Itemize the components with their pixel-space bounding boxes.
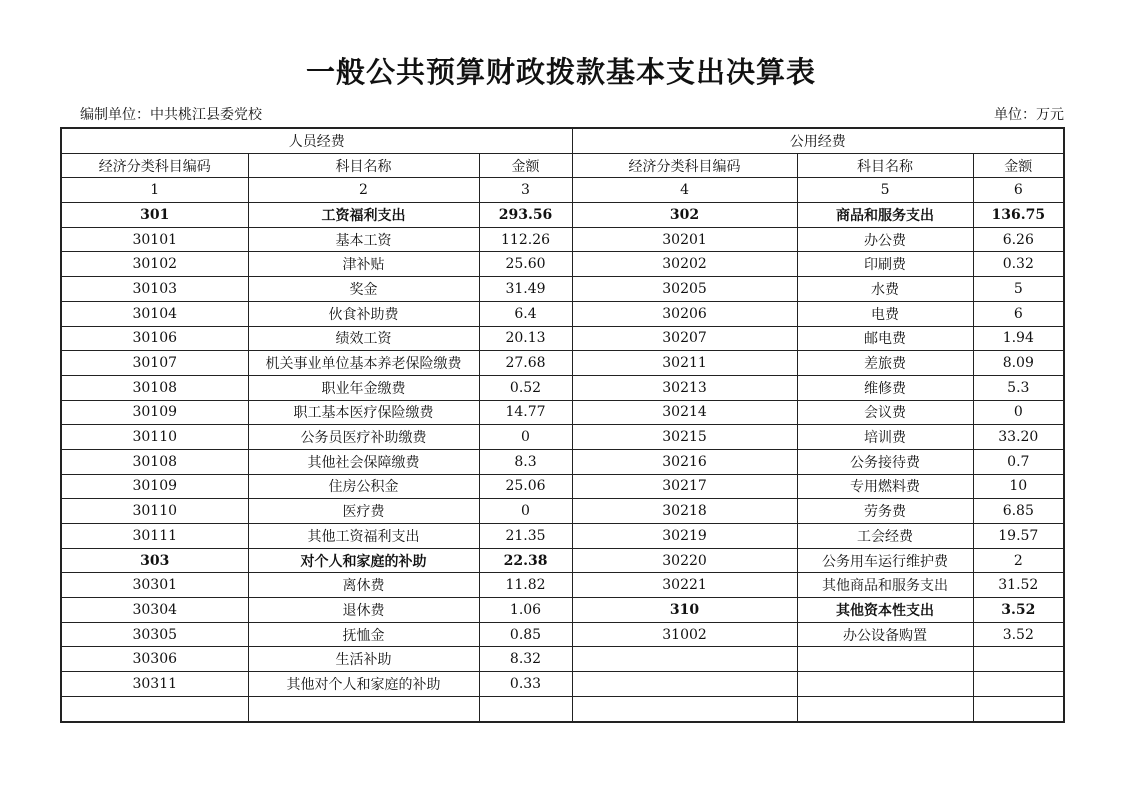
personnel-amount-cell: 31.49 — [479, 277, 572, 302]
public-name-cell — [797, 647, 973, 672]
personnel-name-cell: 津补贴 — [248, 252, 479, 277]
personnel-code-cell: 30101 — [61, 227, 248, 252]
expenditure-table — [60, 127, 1065, 723]
personnel-amount-cell: 6.4 — [479, 301, 572, 326]
personnel-code-cell: 30301 — [61, 573, 248, 598]
public-name-cell: 工会经费 — [797, 524, 973, 549]
personnel-name-cell: 机关事业单位基本养老保险缴费 — [248, 351, 479, 376]
col-number: 2 — [248, 178, 479, 203]
personnel-name-cell: 奖金 — [248, 277, 479, 302]
public-name-cell: 差旅费 — [797, 351, 973, 376]
col-header-name: 科目名称 — [797, 153, 973, 178]
public-code-cell: 30206 — [572, 301, 797, 326]
public-amount-cell: 6 — [973, 301, 1064, 326]
personnel-amount-cell: 8.3 — [479, 449, 572, 474]
public-code-cell: 30214 — [572, 400, 797, 425]
personnel-amount-cell: 0.33 — [479, 672, 572, 697]
public-name-cell: 专用燃料费 — [797, 474, 973, 499]
public-amount-cell: 5.3 — [973, 375, 1064, 400]
personnel-name-cell — [248, 696, 479, 721]
personnel-name-cell: 对个人和家庭的补助 — [248, 548, 479, 573]
personnel-name-cell: 医疗费 — [248, 499, 479, 524]
col-number: 5 — [797, 178, 973, 203]
section-header-row — [61, 128, 1064, 153]
public-code-cell: 30207 — [572, 326, 797, 351]
personnel-amount-cell: 8.32 — [479, 647, 572, 672]
public-amount-cell: 6.26 — [973, 227, 1064, 252]
public-name-cell: 电费 — [797, 301, 973, 326]
personnel-name-cell: 其他工资福利支出 — [248, 524, 479, 549]
personnel-code-cell: 30104 — [61, 301, 248, 326]
section-public: 公用经费 — [572, 128, 1064, 153]
personnel-code-cell: 30110 — [61, 425, 248, 450]
public-amount-cell: 3.52 — [973, 598, 1064, 623]
public-amount-cell: 6.85 — [973, 499, 1064, 524]
table-row — [61, 696, 1064, 721]
personnel-code-cell: 30107 — [61, 351, 248, 376]
public-amount-cell: 0 — [973, 400, 1064, 425]
personnel-amount-cell: 0.85 — [479, 622, 572, 647]
personnel-amount-cell: 11.82 — [479, 573, 572, 598]
table-row — [61, 326, 1064, 351]
table-row — [61, 425, 1064, 450]
personnel-name-cell: 住房公积金 — [248, 474, 479, 499]
public-name-cell: 邮电费 — [797, 326, 973, 351]
public-code-cell: 30205 — [572, 277, 797, 302]
public-code-cell: 30221 — [572, 573, 797, 598]
public-amount-cell: 136.75 — [973, 203, 1064, 228]
table-row — [61, 524, 1064, 549]
public-amount-cell — [973, 647, 1064, 672]
personnel-name-cell: 职工基本医疗保险缴费 — [248, 400, 479, 425]
table-row — [61, 672, 1064, 697]
public-name-cell: 水费 — [797, 277, 973, 302]
personnel-amount-cell: 20.13 — [479, 326, 572, 351]
public-amount-cell: 1.94 — [973, 326, 1064, 351]
personnel-code-cell: 303 — [61, 548, 248, 573]
personnel-code-cell: 30305 — [61, 622, 248, 647]
personnel-amount-cell: 25.60 — [479, 252, 572, 277]
table-row — [61, 573, 1064, 598]
personnel-code-cell: 30111 — [61, 524, 248, 549]
personnel-code-cell: 30102 — [61, 252, 248, 277]
column-header-row — [61, 153, 1064, 178]
public-code-cell — [572, 647, 797, 672]
public-amount-cell — [973, 696, 1064, 721]
personnel-name-cell: 职业年金缴费 — [248, 375, 479, 400]
table-row — [61, 449, 1064, 474]
table-row — [61, 622, 1064, 647]
personnel-amount-cell: 293.56 — [479, 203, 572, 228]
personnel-amount-cell: 22.38 — [479, 548, 572, 573]
public-code-cell — [572, 696, 797, 721]
col-number: 6 — [973, 178, 1064, 203]
personnel-name-cell: 伙食补助费 — [248, 301, 479, 326]
public-name-cell — [797, 672, 973, 697]
personnel-amount-cell — [479, 696, 572, 721]
public-code-cell: 30213 — [572, 375, 797, 400]
table-row — [61, 400, 1064, 425]
public-amount-cell: 10 — [973, 474, 1064, 499]
personnel-code-cell: 30108 — [61, 375, 248, 400]
table-row — [61, 351, 1064, 376]
personnel-code-cell: 301 — [61, 203, 248, 228]
personnel-code-cell: 30108 — [61, 449, 248, 474]
personnel-amount-cell: 0.52 — [479, 375, 572, 400]
personnel-code-cell: 30103 — [61, 277, 248, 302]
table-row — [61, 227, 1064, 252]
section-personnel: 人员经费 — [61, 128, 572, 153]
personnel-amount-cell: 25.06 — [479, 474, 572, 499]
public-code-cell: 30216 — [572, 449, 797, 474]
public-amount-cell: 3.52 — [973, 622, 1064, 647]
public-name-cell: 办公费 — [797, 227, 973, 252]
personnel-name-cell: 工资福利支出 — [248, 203, 479, 228]
public-name-cell: 公务用车运行维护费 — [797, 548, 973, 573]
personnel-amount-cell: 27.68 — [479, 351, 572, 376]
public-code-cell: 30201 — [572, 227, 797, 252]
col-number: 1 — [61, 178, 248, 203]
reporting-unit: 编制单位：中共桃江县委党校 — [80, 107, 262, 123]
public-amount-cell: 0.7 — [973, 449, 1064, 474]
personnel-amount-cell: 14.77 — [479, 400, 572, 425]
personnel-amount-cell: 112.26 — [479, 227, 572, 252]
table-row — [61, 203, 1064, 228]
personnel-code-cell: 30106 — [61, 326, 248, 351]
public-name-cell: 会议费 — [797, 400, 973, 425]
personnel-amount-cell: 1.06 — [479, 598, 572, 623]
public-amount-cell: 5 — [973, 277, 1064, 302]
public-code-cell: 30202 — [572, 252, 797, 277]
personnel-name-cell: 基本工资 — [248, 227, 479, 252]
public-code-cell: 31002 — [572, 622, 797, 647]
table-row — [61, 598, 1064, 623]
personnel-amount-cell: 0 — [479, 425, 572, 450]
public-code-cell: 30218 — [572, 499, 797, 524]
personnel-name-cell: 公务员医疗补助缴费 — [248, 425, 479, 450]
public-code-cell: 30217 — [572, 474, 797, 499]
personnel-code-cell: 30110 — [61, 499, 248, 524]
col-number: 4 — [572, 178, 797, 203]
personnel-amount-cell: 0 — [479, 499, 572, 524]
money-unit: 单位：万元 — [994, 107, 1064, 123]
personnel-code-cell — [61, 696, 248, 721]
col-header-code: 经济分类科目编码 — [61, 153, 248, 178]
table-row — [61, 474, 1064, 499]
public-name-cell: 其他资本性支出 — [797, 598, 973, 623]
public-code-cell — [572, 672, 797, 697]
personnel-name-cell: 生活补助 — [248, 647, 479, 672]
personnel-name-cell: 其他对个人和家庭的补助 — [248, 672, 479, 697]
public-amount-cell: 31.52 — [973, 573, 1064, 598]
public-code-cell: 30215 — [572, 425, 797, 450]
public-name-cell: 维修费 — [797, 375, 973, 400]
public-name-cell: 其他商品和服务支出 — [797, 573, 973, 598]
col-header-amount: 金额 — [479, 153, 572, 178]
public-name-cell: 印刷费 — [797, 252, 973, 277]
public-name-cell: 劳务费 — [797, 499, 973, 524]
table-row — [61, 252, 1064, 277]
table-row — [61, 499, 1064, 524]
personnel-name-cell: 退休费 — [248, 598, 479, 623]
table-row — [61, 277, 1064, 302]
personnel-code-cell: 30311 — [61, 672, 248, 697]
personnel-code-cell: 30109 — [61, 400, 248, 425]
public-code-cell: 30219 — [572, 524, 797, 549]
table-row — [61, 548, 1064, 573]
table-row — [61, 375, 1064, 400]
public-amount-cell: 2 — [973, 548, 1064, 573]
table-row — [61, 647, 1064, 672]
public-name-cell: 培训费 — [797, 425, 973, 450]
personnel-name-cell: 其他社会保障缴费 — [248, 449, 479, 474]
public-amount-cell: 0.32 — [973, 252, 1064, 277]
table-row — [61, 301, 1064, 326]
public-name-cell — [797, 696, 973, 721]
public-amount-cell — [973, 672, 1064, 697]
public-amount-cell: 8.09 — [973, 351, 1064, 376]
col-number: 3 — [479, 178, 572, 203]
personnel-code-cell: 30109 — [61, 474, 248, 499]
col-header-amount: 金额 — [973, 153, 1064, 178]
personnel-name-cell: 离休费 — [248, 573, 479, 598]
public-amount-cell: 19.57 — [973, 524, 1064, 549]
personnel-code-cell: 30306 — [61, 647, 248, 672]
public-name-cell: 办公设备购置 — [797, 622, 973, 647]
personnel-code-cell: 30304 — [61, 598, 248, 623]
public-name-cell: 商品和服务支出 — [797, 203, 973, 228]
public-code-cell: 30211 — [572, 351, 797, 376]
public-code-cell: 310 — [572, 598, 797, 623]
col-header-code: 经济分类科目编码 — [572, 153, 797, 178]
personnel-name-cell: 绩效工资 — [248, 326, 479, 351]
personnel-amount-cell: 21.35 — [479, 524, 572, 549]
page-title: 一般公共预算财政拨款基本支出决算表 — [305, 55, 816, 89]
public-name-cell: 公务接待费 — [797, 449, 973, 474]
public-amount-cell: 33.20 — [973, 425, 1064, 450]
personnel-name-cell: 抚恤金 — [248, 622, 479, 647]
column-number-row — [61, 178, 1064, 203]
col-header-name: 科目名称 — [248, 153, 479, 178]
public-code-cell: 302 — [572, 203, 797, 228]
public-code-cell: 30220 — [572, 548, 797, 573]
